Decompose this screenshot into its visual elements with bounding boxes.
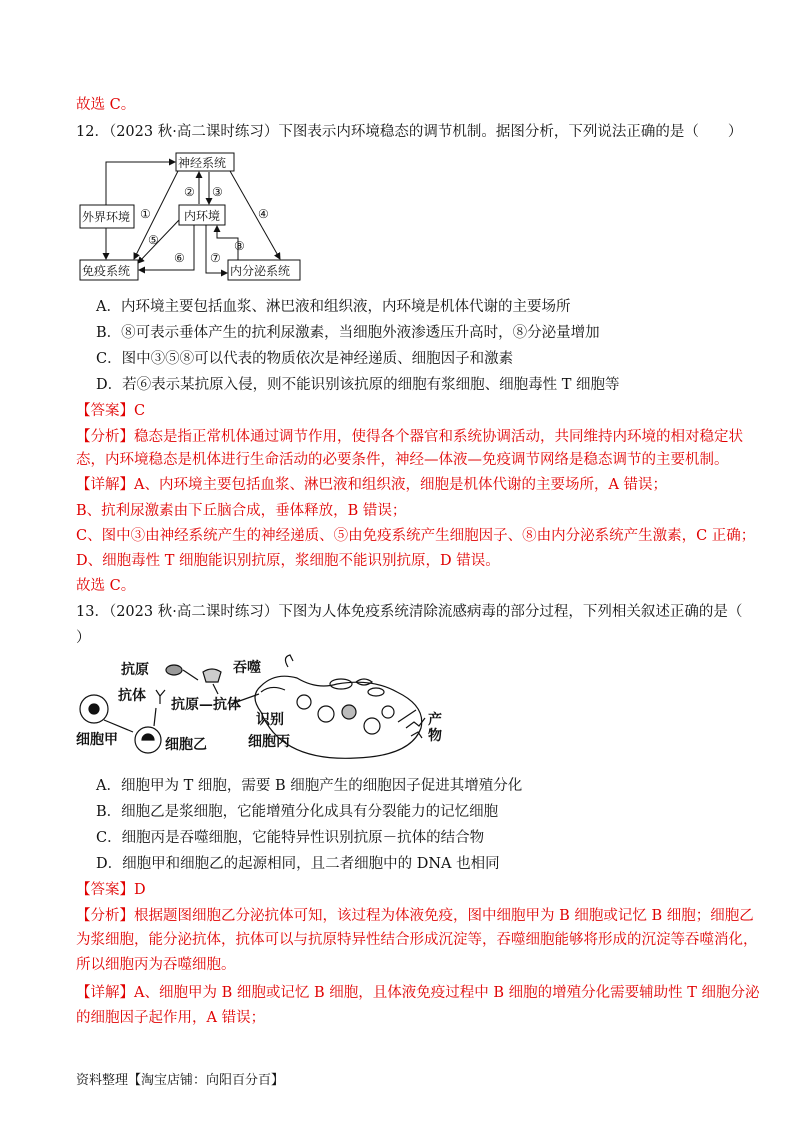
q12-detail-line: B、抗利尿激素由下丘脑合成，垂体释放，B 错误；	[76, 503, 407, 519]
node-endocrine-system: 内分泌系统	[230, 264, 291, 278]
q13-answer: 【答案】D	[76, 882, 146, 898]
q12-option-d: D．若⑥表示某抗原入侵，则不能识别该抗原的细胞有浆细胞、细胞毒性 T 细胞等	[96, 377, 620, 393]
q13-analysis-line: 为浆细胞，能分泌抗体，抗体可以与抗原特异性结合形成沉淀等，吞噬细胞能够将形成的沉淀等吞噬消化，	[76, 932, 758, 948]
footer-source: 资料整理【淘宝店铺：向阳百分百】	[76, 1073, 285, 1088]
q12-option-a: A．内环境主要包括血浆、淋巴液和组织液，内环境是机体代谢的主要场所	[96, 299, 571, 315]
q13-stem: 13．（2023 秋·高二课时练习）下图为人体免疫系统清除流感病毒的部分过程，下列相关叙述正确的是（	[76, 604, 743, 620]
q12-answer: 【答案】C	[76, 403, 146, 419]
q12-analysis-line: 态，内环境稳态是机体进行生命活动的必要条件，神经—体液—免疫调节网络是稳态调节的主要机制。	[76, 452, 729, 468]
label-antigen-antibody: 抗原—抗体	[171, 697, 241, 713]
q13-detail-line: 【详解】A、细胞甲为 B 细胞或记忆 B 细胞，且体液免疫过程中 B 细胞的增殖分化需要辅助性 T 细胞分泌	[76, 985, 760, 1001]
q13-analysis-line: 【分析】根据题图细胞乙分泌抗体可知，该过程为体液免疫，图中细胞甲为 B 细胞或记忆 B 细胞；细胞乙	[76, 908, 754, 924]
q12-stem: 12．（2023 秋·高二课时练习）下图表示内环境稳态的调节机制。据图分析，下列说法正确的是（ ）	[76, 124, 743, 140]
q12-detail-line: D、细胞毒性 T 细胞能识别抗原，浆细胞不能识别抗原，D 错误。	[76, 553, 500, 569]
label-phagocytosis: 吞噬	[233, 660, 261, 676]
node-external-environment: 外界环境	[82, 210, 131, 224]
label-cell-c: 细胞丙	[248, 734, 290, 750]
marker-4: ④	[258, 207, 269, 221]
marker-5: ⑤	[148, 233, 159, 247]
label-antigen: 抗原	[121, 662, 149, 678]
node-nervous-system: 神经系统	[178, 156, 227, 170]
marker-6: ⑥	[174, 251, 185, 265]
q13-option-a: A．细胞甲为 T 细胞，需要 B 细胞产生的细胞因子促进其增殖分化	[96, 778, 523, 794]
label-product-1: 产	[428, 712, 442, 728]
marker-7: ⑦	[210, 251, 221, 265]
label-cell-b: 细胞乙	[165, 737, 207, 753]
label-cell-a: 细胞甲	[76, 732, 118, 748]
node-immune-system: 免疫系统	[82, 264, 131, 278]
q13-option-b: B．细胞乙是浆细胞，它能增殖分化成具有分裂能力的记忆细胞	[96, 804, 499, 820]
marker-3: ③	[212, 185, 223, 199]
label-antibody: 抗体	[118, 688, 146, 704]
q13-immune-diagram	[76, 652, 456, 770]
conclusion-q11: 故选 C。	[76, 97, 136, 113]
q12-detail-line: C、图中③由神经系统产生的神经递质、⑤由免疫系统产生细胞因子、⑧由内分泌系统产生激素，C 正确；	[76, 528, 756, 544]
marker-2: ②	[184, 185, 195, 199]
label-product-2: 物	[428, 728, 442, 744]
q13-analysis-line: 所以细胞丙为吞噬细胞。	[76, 957, 236, 973]
marker-8: ⑧	[234, 239, 245, 253]
q12-detail-line: 【详解】A、内环境主要包括血浆、淋巴液和组织液，细胞是机体代谢的主要场所，A 错误；	[76, 477, 668, 493]
q13-option-d: D．细胞甲和细胞乙的起源相同，且二者细胞中的 DNA 也相同	[96, 856, 500, 872]
q12-regulation-diagram	[76, 152, 306, 284]
q13-stem-end: ）	[76, 630, 91, 646]
label-recognition: 识别	[256, 712, 284, 728]
q12-option-c: C．图中③⑤⑧可以代表的物质依次是神经递质、细胞因子和激素	[96, 351, 514, 367]
q12-option-b: B．⑧可表示垂体产生的抗利尿激素，当细胞外液渗透压升高时，⑧分泌量增加	[96, 325, 600, 341]
q12-analysis-line: 【分析】稳态是指正常机体通过调节作用，使得各个器官和系统协调活动，共同维持内环境的相对稳定状	[76, 429, 743, 445]
q13-option-c: C．细胞丙是吞噬细胞，它能特异性识别抗原－抗体的结合物	[96, 830, 485, 846]
node-internal-environment: 内环境	[184, 209, 221, 223]
marker-1: ①	[140, 207, 151, 221]
q12-conclusion: 故选 C。	[76, 578, 136, 594]
q13-detail-line: 的细胞因子起作用，A 错误；	[76, 1010, 266, 1026]
